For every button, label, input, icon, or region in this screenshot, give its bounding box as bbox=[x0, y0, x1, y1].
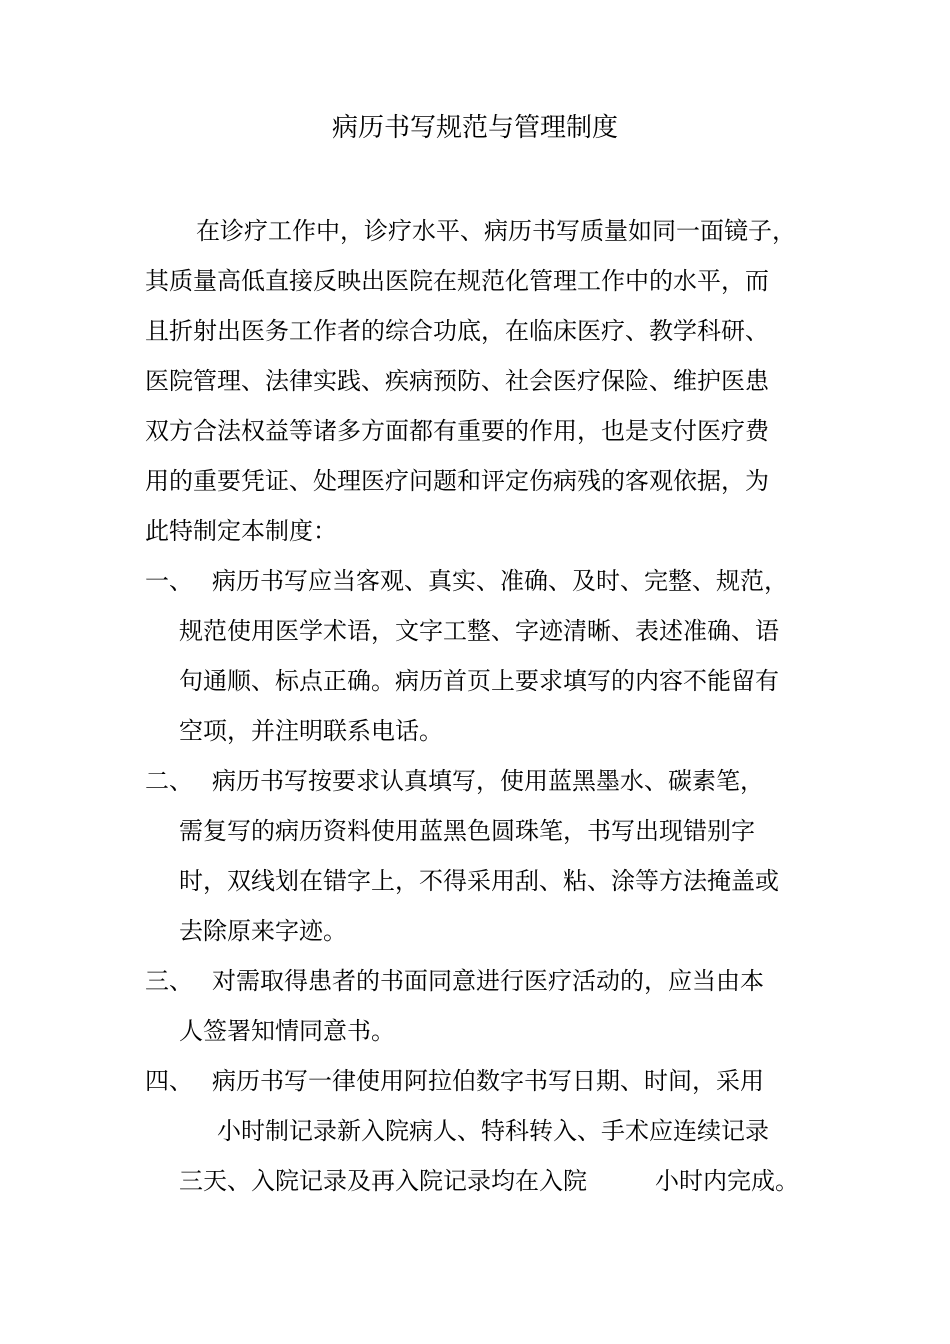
intro-line-3: 且折射出医务工作者的综合功底，在临床医疗、教学科研、 bbox=[145, 317, 769, 345]
item-4-line-1: 病历书写一律使用阿拉伯数字书写日期、时间，采用 bbox=[212, 1067, 764, 1095]
item-1-line-3: 句通顺、标点正确。病历首页上要求填写的内容不能留有 bbox=[179, 667, 779, 695]
item-2-line-3: 时，双线划在错字上，不得采用刮、粘、涂等方法掩盖或 bbox=[179, 867, 779, 895]
item-2-line-4: 去除原来字迹。 bbox=[179, 917, 347, 945]
item-number-3: 三、 bbox=[145, 967, 193, 995]
intro-line-6: 用的重要凭证、处理医疗问题和评定伤病残的客观依据，为 bbox=[145, 467, 769, 495]
item-1-line-2: 规范使用医学术语，文字工整、字迹清晰、表述准确、语 bbox=[179, 617, 779, 645]
item-4-line-2: 小时制记录新入院病人、特科转入、手术应连续记录 bbox=[217, 1117, 769, 1145]
intro-line-4: 医院管理、法律实践、疾病预防、社会医疗保险、维护医患 bbox=[145, 367, 769, 395]
intro-line-7: 此特制定本制度： bbox=[145, 517, 337, 545]
item-2-line-1: 病历书写按要求认真填写，使用蓝黑墨水、碳素笔， bbox=[212, 767, 764, 795]
intro-line-2: 其质量高低直接反映出医院在规范化管理工作中的水平，而 bbox=[145, 267, 769, 295]
item-3-line-1: 对需取得患者的书面同意进行医疗活动的，应当由本 bbox=[212, 967, 764, 995]
item-2-line-2: 需复写的病历资料使用蓝黑色圆珠笔，书写出现错别字 bbox=[179, 817, 755, 845]
item-number-4: 四、 bbox=[145, 1067, 193, 1095]
item-number-1: 一、 bbox=[145, 567, 193, 595]
intro-line-5: 双方合法权益等诸多方面都有重要的作用，也是支付医疗费 bbox=[145, 417, 769, 445]
item-3-line-2: 人签署知情同意书。 bbox=[179, 1017, 395, 1045]
item-4-line-3: 三天、入院记录及再入院记录均在入院 bbox=[179, 1167, 587, 1195]
intro-line-1: 在诊疗工作中，诊疗水平、病历书写质量如同一面镜子， bbox=[196, 217, 796, 245]
item-1-line-4: 空项，并注明联系电话。 bbox=[179, 717, 443, 745]
item-number-2: 二、 bbox=[145, 767, 193, 795]
document-title: 病历书写规范与管理制度 bbox=[331, 113, 618, 143]
item-1-line-1: 病历书写应当客观、真实、准确、及时、完整、规范， bbox=[212, 567, 788, 595]
item-4-line-4: 小时内完成。 bbox=[655, 1167, 799, 1195]
